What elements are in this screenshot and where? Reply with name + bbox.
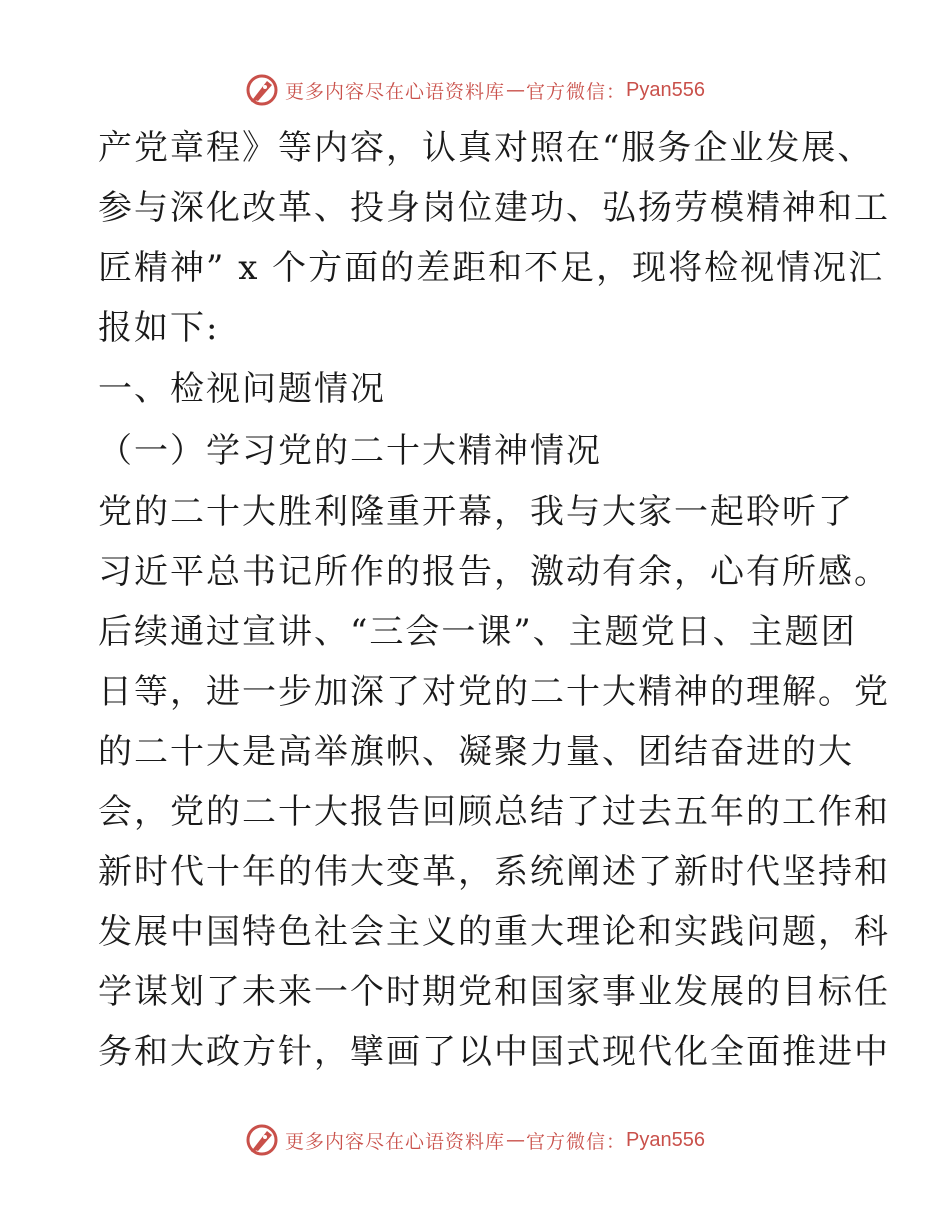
text-line: 参与深化改革、投身岗位建功、弘扬劳模精神和工 [98, 188, 890, 228]
text-line: 学谋划了未来一个时期党和国家事业发展的目标任 [98, 972, 890, 1012]
text-line: 党的二十大胜利隆重开幕，我与大家一起聆听了 [98, 492, 854, 532]
text-line: 匠精神” x 个方面的差距和不足，现将检视情况汇 [98, 248, 885, 288]
banner-dash: — [506, 1129, 526, 1151]
text-line: 日等，进一步加深了对党的二十大精神的理解。党 [98, 672, 890, 712]
text-line: 习近平总书记所作的报告，激动有余，心有所感。 [98, 552, 890, 592]
header-banner [0, 70, 950, 110]
banner-wechat-label: 官方微信： [526, 80, 627, 103]
subsection-heading: （一）学习党的二十大精神情况 [98, 431, 602, 471]
document-body [98, 118, 890, 1082]
pen-nib-logo-icon [245, 73, 279, 107]
banner-brand-text: 更多内容尽在心语资料库 [285, 80, 506, 103]
banner-wechat-handle: Pyan556 [626, 1128, 705, 1151]
text-line: 新时代十年的伟大变革，系统阐述了新时代坚持和 [98, 852, 890, 892]
text-line: 后续通过宣讲、“三会一课”、主题党日、主题团 [98, 612, 857, 652]
text-line: 报如下: [98, 308, 220, 348]
text-line: 产党章程》等内容，认真对照在“服务企业发展、 [98, 128, 874, 168]
banner-wechat-handle: Pyan556 [626, 78, 705, 101]
banner-dash: — [506, 79, 526, 101]
footer-banner [0, 1120, 950, 1160]
text-line: 会，党的二十大报告回顾总结了过去五年的工作和 [98, 792, 890, 832]
banner-brand-text: 更多内容尽在心语资料库 [285, 1130, 506, 1153]
text-line: 务和大政方针，擘画了以中国式现代化全面推进中 [98, 1032, 890, 1072]
text-line: 发展中国特色社会主义的重大理论和实践问题，科 [98, 912, 890, 952]
pen-nib-logo-icon [245, 1123, 279, 1157]
banner-wechat-label: 官方微信： [526, 1130, 627, 1153]
text-line: 的二十大是高举旗帜、凝聚力量、团结奋进的大 [98, 732, 854, 772]
section-heading: 一、检视问题情况 [98, 369, 386, 409]
